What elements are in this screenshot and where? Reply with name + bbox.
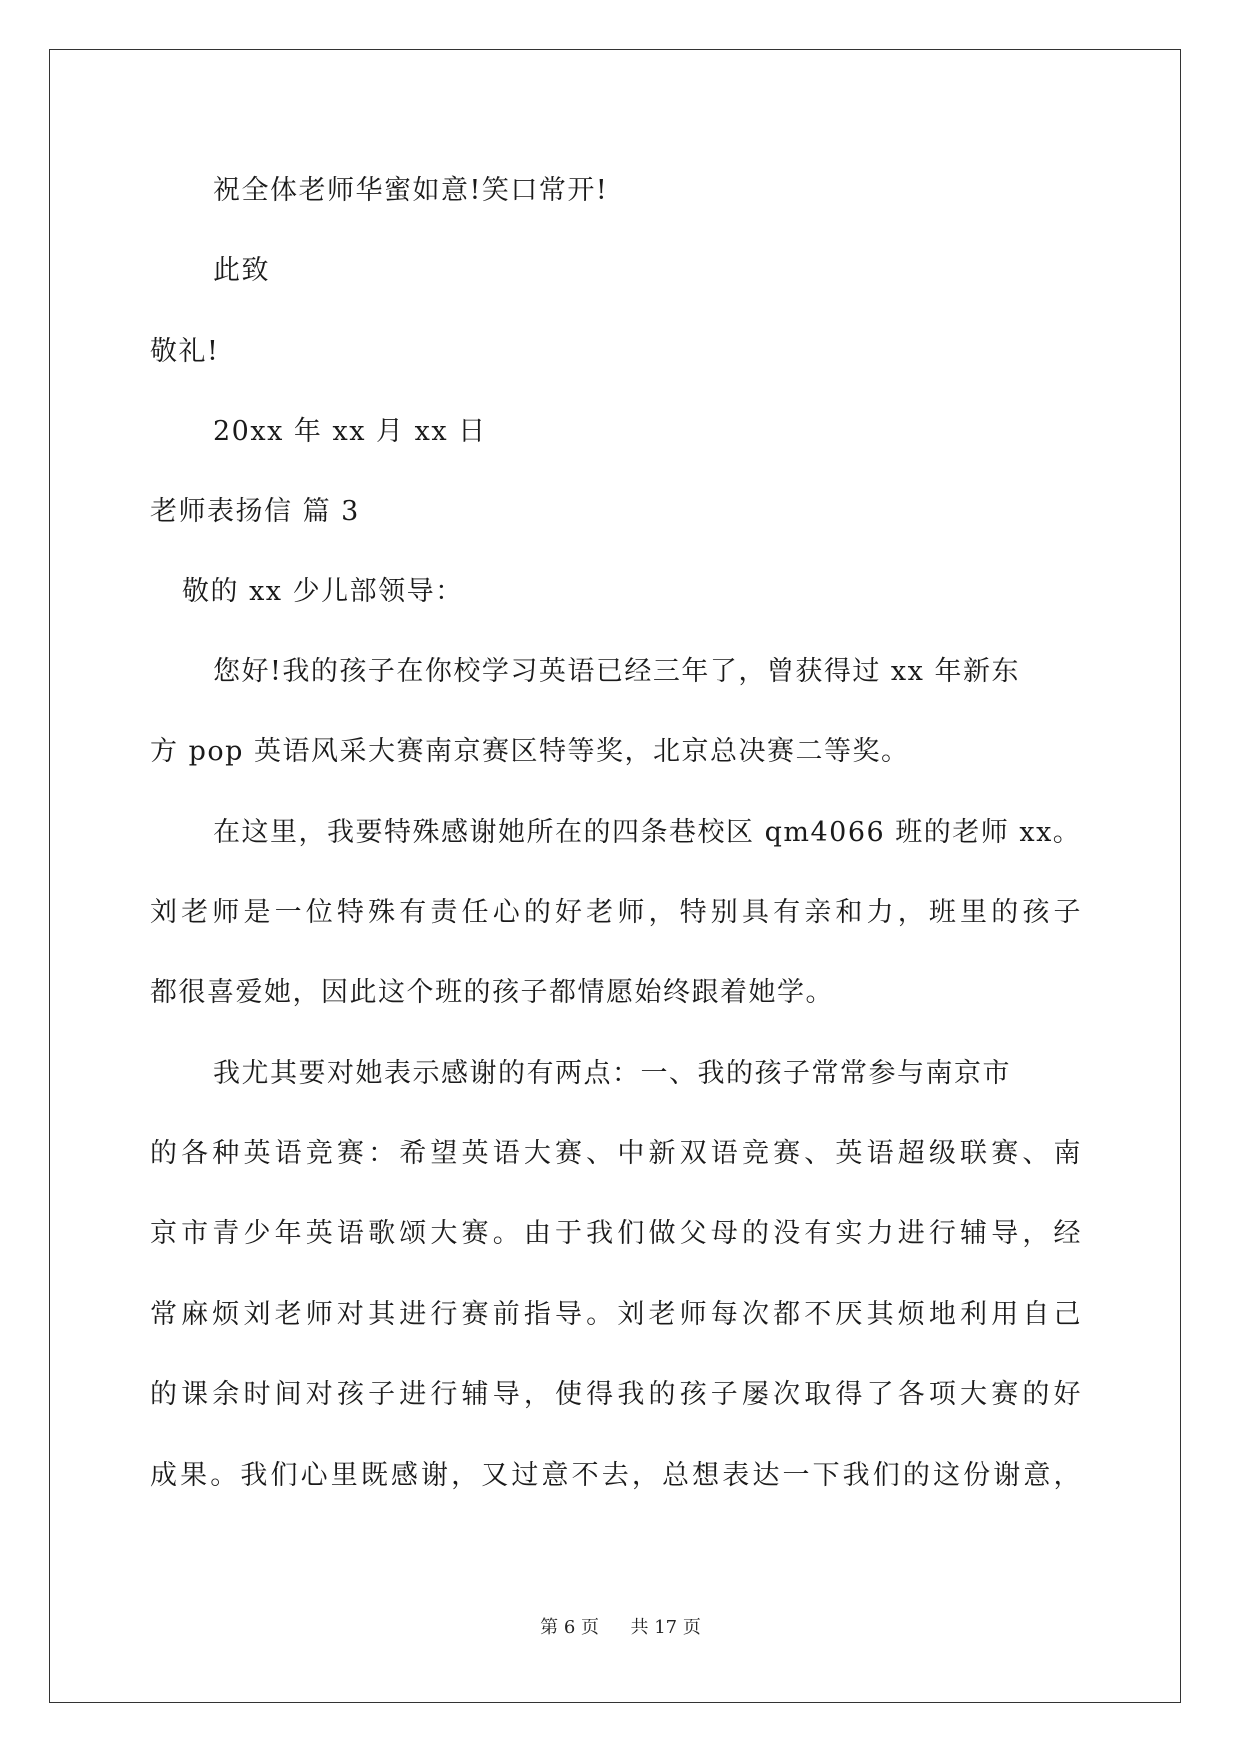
text-line: 的各种英语竞赛：希望英语大赛、中新双语竞赛、英语超级联赛、南 — [150, 1138, 1082, 1169]
text-line: 京市青少年英语歌颂大赛。由于我们做父母的没有实力进行辅导，经 — [150, 1218, 1082, 1249]
text-line: 我尤其要对她表示感谢的有两点：一、我的孩子常常参与南京市 — [213, 1058, 1011, 1089]
text-line: 20xx 年 xx 月 xx 日 — [213, 416, 487, 447]
text-line: 的课余时间对孩子进行辅导，使得我的孩子屡次取得了各项大赛的好 — [150, 1379, 1082, 1410]
page-border — [49, 49, 1181, 1703]
page-total: 共 17 页 — [630, 1617, 701, 1638]
text-line: 祝全体老师华蜜如意!笑口常开! — [213, 175, 609, 206]
text-line: 此致 — [213, 255, 270, 286]
text-line: 常麻烦刘老师对其进行赛前指导。刘老师每次都不厌其烦地利用自己 — [150, 1299, 1082, 1330]
page-number: 第 6 页 — [540, 1617, 600, 1638]
text-line: 敬礼! — [150, 336, 220, 367]
text-line: 成果。我们心里既感谢，又过意不去，总想表达一下我们的这份谢意， — [150, 1460, 1082, 1491]
text-line: 在这里，我要特殊感谢她所在的四条巷校区 qm4066 班的老师 xx。 — [213, 817, 1082, 848]
text-line: 刘老师是一位特殊有责任心的好老师，特别具有亲和力，班里的孩子 — [150, 897, 1082, 928]
text-line: 都很喜爱她，因此这个班的孩子都情愿始终跟着她学。 — [150, 977, 834, 1008]
text-line: 方 pop 英语风采大赛南京赛区特等奖，北京总决赛二等奖。 — [150, 736, 910, 767]
page-footer — [0, 1616, 1241, 1640]
section-heading: 老师表扬信 篇 3 — [150, 496, 360, 527]
text-line: 您好!我的孩子在你校学习英语已经三年了，曾获得过 xx 年新东 — [213, 656, 1020, 687]
salutation: 敬的 xx 少儿部领导： — [182, 576, 464, 607]
